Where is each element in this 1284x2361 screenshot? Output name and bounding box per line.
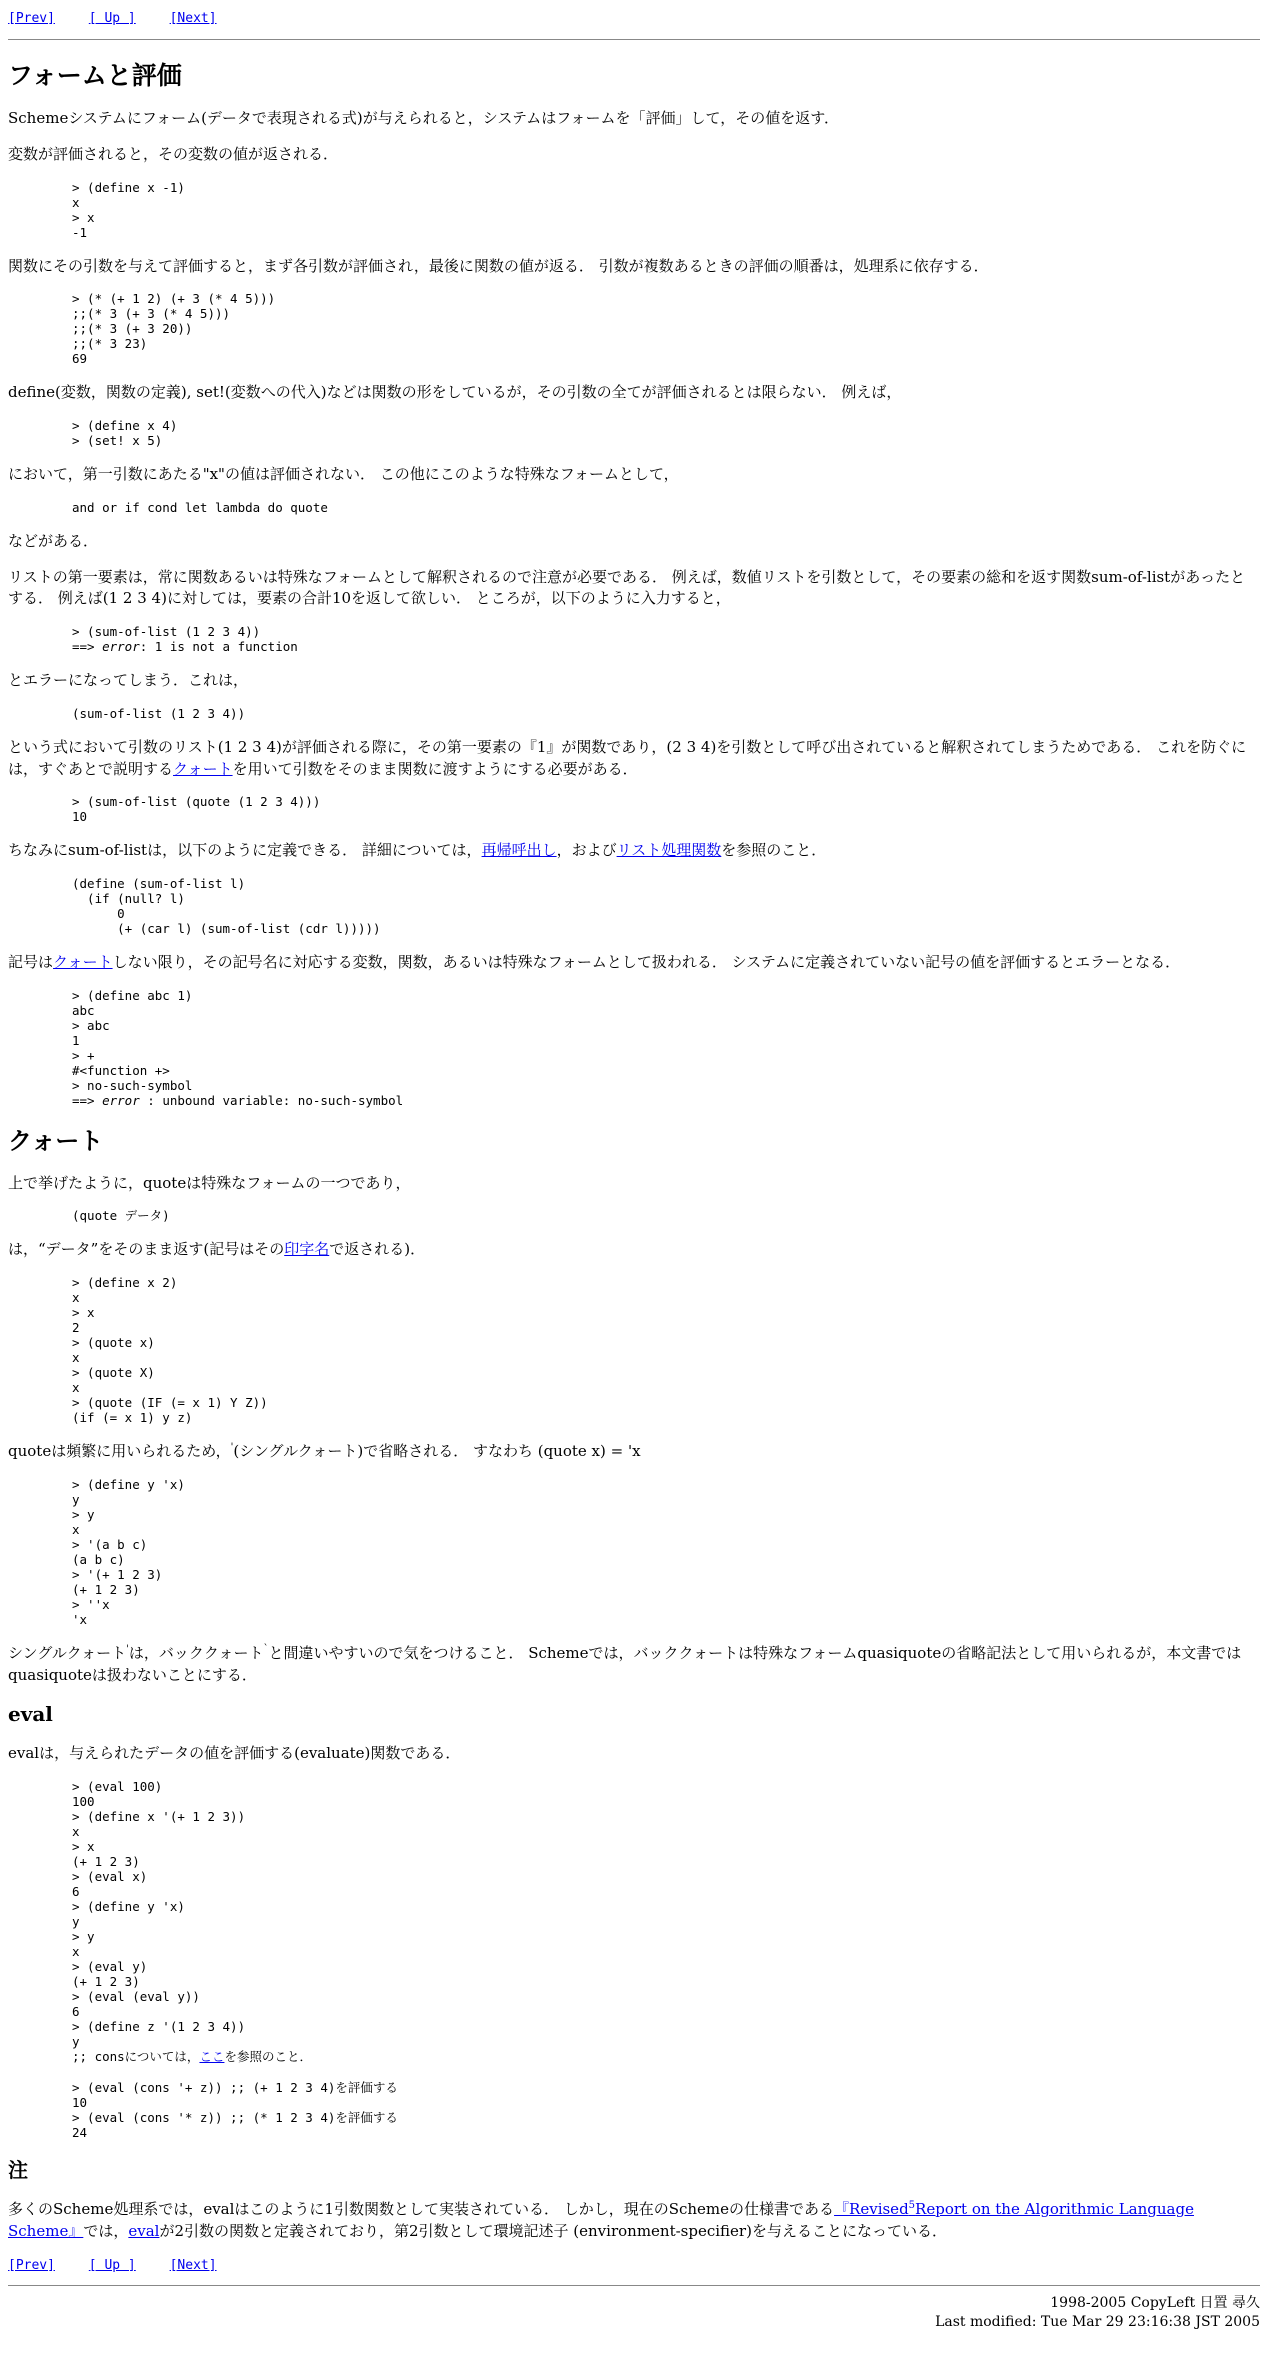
- error-paragraph: とエラーになってしまう．これは，: [8, 671, 249, 690]
- code-sum-error: [72, 624, 1260, 654]
- symbol-text-b: しない限り，その記号名に対応する変数，関数，あるいは特殊なフォームとして扱われる． システムに定義されていない記号の値を評価するとエラーとなる．: [112, 953, 1181, 972]
- list-functions-link[interactable]: リスト処理関数: [616, 841, 722, 860]
- copyright: 1998-2005 CopyLeft 日置 尋久: [1050, 2295, 1260, 2312]
- code-symbols: [72, 988, 1260, 1108]
- code-define-set: > (define x 4) > (set! x 5): [72, 418, 178, 449]
- quote-link[interactable]: クォート: [173, 759, 233, 778]
- bottom-divider: [8, 2285, 1260, 2286]
- last-modified: Last modified: Tue Mar 29 23:16:38 JST 2005: [935, 2314, 1260, 2331]
- backquote-mark: `: [263, 1643, 269, 1655]
- recursion-link[interactable]: 再帰呼出し: [481, 841, 557, 860]
- definition-text-b: ，および: [556, 841, 617, 860]
- symbol-text-a: 記号は: [8, 953, 54, 972]
- top-nav: [8, 10, 1260, 29]
- up-link[interactable]: [ Up ]: [88, 11, 136, 26]
- eval-intro-paragraph: evalは，与えられたデータの値を評価する(evaluate)関数である．: [8, 1744, 461, 1763]
- variable-paragraph: 変数が評価されると，その変数の値が返される．: [8, 144, 339, 163]
- backquote-text-a: シングルクォート: [8, 1643, 127, 1662]
- quote-link-2[interactable]: クォート: [53, 953, 113, 972]
- quote-intro-paragraph: 上で挙げたように，quoteは特殊なフォームの一つであり，: [8, 1173, 411, 1192]
- cons-comment-b: を参照のこと．: [224, 2049, 312, 2065]
- function-eval-paragraph: 関数にその引数を与えて評価すると，まず各引数が評価され，最後に関数の値が返る． 引数が複数あるときの評価の順番は，処理系に依存する．: [8, 256, 989, 275]
- print-name-link[interactable]: 印字名: [284, 1240, 330, 1259]
- up-link-bottom[interactable]: [ Up ]: [88, 2257, 136, 2273]
- explain-text-b: を用いて引数をそのまま関数に渡すようにする必要がある．: [232, 759, 638, 778]
- single-quote-paragraph: [8, 1441, 1260, 1463]
- explain-paragraph: [8, 737, 1260, 781]
- code-sum-error-word: error: [102, 639, 140, 655]
- code-define-x: > (define x -1) x > x -1: [72, 179, 185, 240]
- r5rs-link-a: 『Revised: [834, 2200, 909, 2219]
- quote-return-text-a: は，“データ”をそのまま返す(記号はその: [8, 1240, 285, 1259]
- footer: [8, 2294, 1260, 2332]
- code-special-forms: and or if cond let lambda do quote: [72, 499, 328, 515]
- single-quote-mark: ': [230, 1442, 234, 1454]
- code-eval-main: > (eval 100) 100 > (define x '(+ 1 2 3)) x > x (+ 1 2 3) > (eval x) 6 > (define y 'x) y > y x > (eval y) (+ 1 2 3) > (eval (eval y)) 6 > (define z '(1 2 3 4)) y: [72, 1779, 246, 2050]
- definition-text-c: を参照のこと．: [721, 841, 827, 860]
- eval-link[interactable]: eval: [128, 2221, 160, 2240]
- code-sum-definition: (define (sum-of-list l) (if (null? l) 0 (+ (car l) (sum-of-list (cdr l))))): [72, 876, 381, 937]
- cons-comment: [72, 2049, 312, 2064]
- etc-paragraph: などがある．: [8, 531, 99, 550]
- special-form-paragraph: において，第一引数にあたる"x"の値は評価されない． この他にこのような特殊なフォームとして，: [8, 465, 679, 484]
- single-quote-text-b: (シングルクォート)で省略される． すなわち (quote x) = 'x: [233, 1442, 641, 1461]
- cons-comment-a: ;; consについては，: [72, 2049, 200, 2065]
- code-eval-cons: > (eval (cons '+ z)) ;; (+ 1 2 3 4)を評価する 10 > (eval (cons '* z)) ;; (* 1 2 3 4)を評価する 24: [72, 2080, 398, 2141]
- quote-return-paragraph: [8, 1239, 1260, 1261]
- note-text-c: が2引数の関数と定義されており，第2引数として環境記述子 (environment-specifier)を与えることになっている．: [159, 2221, 947, 2240]
- prev-link[interactable]: [Prev]: [8, 11, 55, 26]
- code-sum-quote: > (sum-of-list (quote (1 2 3 4))) 10: [72, 794, 321, 825]
- prev-link-bottom[interactable]: [Prev]: [8, 2257, 55, 2273]
- r5rs-link-sup: 5: [908, 2200, 916, 2212]
- note-paragraph: [8, 2199, 1260, 2243]
- quote-heading: クォート: [8, 1125, 104, 1155]
- symbol-paragraph: [8, 952, 1260, 974]
- code-sum-error-b: : 1 is not a function: [139, 639, 298, 655]
- code-symbols-error-word: error: [102, 1092, 140, 1108]
- note-text-a: 多くのScheme処理系では，evalはこのように1引数関数として実装されている． しかし，現在のSchemeの仕様書である: [8, 2200, 835, 2219]
- next-link-bottom[interactable]: [Next]: [169, 2257, 217, 2273]
- quote-return-text-b: で返される)．: [329, 1240, 426, 1259]
- code-single-quote-examples: > (define y 'x) y > y x > '(a b c) (a b c) > '(+ 1 2 3) (+ 1 2 3) > ''x 'x: [72, 1476, 185, 1627]
- definition-text-a: ちなみにsum-of-listは，以下のように定義できる． 詳細については，: [8, 841, 482, 860]
- define-set-paragraph: define(変数，関数の定義), set!(変数への代入)などは関数の形をしているが，その引数の全てが評価されるとは限らない． 例えば，: [8, 383, 902, 402]
- single-quote-mark-2: ': [126, 1643, 129, 1655]
- code-arith: > (* (+ 1 2) (+ 3 (* 4 5))) ;;(* 3 (+ 3 (* 4 5))) ;;(* 3 (+ 3 20)) ;;(* 3 23) 69: [72, 291, 276, 367]
- next-link[interactable]: [Next]: [169, 11, 217, 26]
- code-sum-error-a: > (sum-of-list (1 2 3 4)) ==>: [72, 624, 261, 655]
- note-text-b: では，: [83, 2221, 129, 2240]
- intro-paragraph: Schemeシステムにフォーム(データで表現される式)が与えられると，システムはフォームを「評価」して，その値を返す．: [8, 109, 840, 128]
- cons-link[interactable]: ここ: [199, 2049, 225, 2065]
- list-first-element-paragraph: リストの第一要素は，常に関数あるいは特殊なフォームとして解釈されるので注意が必要である． 例えば，数値リストを引数として，その要素の総和を返す関数sum-of-listがあったとする． 例えば(1 2 3 4)に対しては，要素の合計10を返して欲しい． ところが，以下のように入力すると，: [8, 567, 1246, 608]
- code-sum-expr: (sum-of-list (1 2 3 4)): [72, 705, 246, 721]
- eval-heading: eval: [8, 1702, 53, 1727]
- code-symbols-a: > (define abc 1) abc > abc 1 > + #<function +> > no-such-symbol ==>: [72, 987, 193, 1108]
- explain-text-a: という式において引数のリスト(1 2 3 4)が評価される際に，その第一要素の『1』が関数であり，(2 3 4)を引数として呼び出されていると解釈されてしまうためである． これを防ぐには，すぐあとで説明する: [8, 737, 1247, 778]
- single-quote-text-a: quoteは頻繁に用いられるため，: [8, 1442, 231, 1461]
- note-heading: 注: [8, 2158, 28, 2183]
- backquote-text-c: と間違いやすいので気をつけること． Schemeでは，バッククォートは特殊なフォームquasiquoteの省略記法として用いられるが，本文書ではquasiquoteは扱わないことにする．: [8, 1643, 1242, 1684]
- r5rs-link-b: Report on the Algorithmic Language Scheme』: [8, 2200, 1194, 2240]
- code-symbols-b: : unbound variable: no-such-symbol: [139, 1092, 404, 1108]
- code-quote-examples: > (define x 2) x > x 2 > (quote x) x > (quote X) x > (quote (IF (= x 1) Y Z)) (if (= x 1) y z): [72, 1275, 268, 1426]
- bottom-nav: [8, 2257, 1260, 2276]
- backquote-paragraph: [8, 1643, 1260, 1687]
- top-divider: [8, 39, 1260, 40]
- code-quote-form: (quote データ): [72, 1208, 170, 1224]
- definition-paragraph: [8, 840, 1260, 862]
- code-eval-examples: [72, 1779, 1260, 2064]
- backquote-text-b: は，バッククォート: [128, 1643, 264, 1662]
- page-title: フォームと評価: [8, 60, 182, 90]
